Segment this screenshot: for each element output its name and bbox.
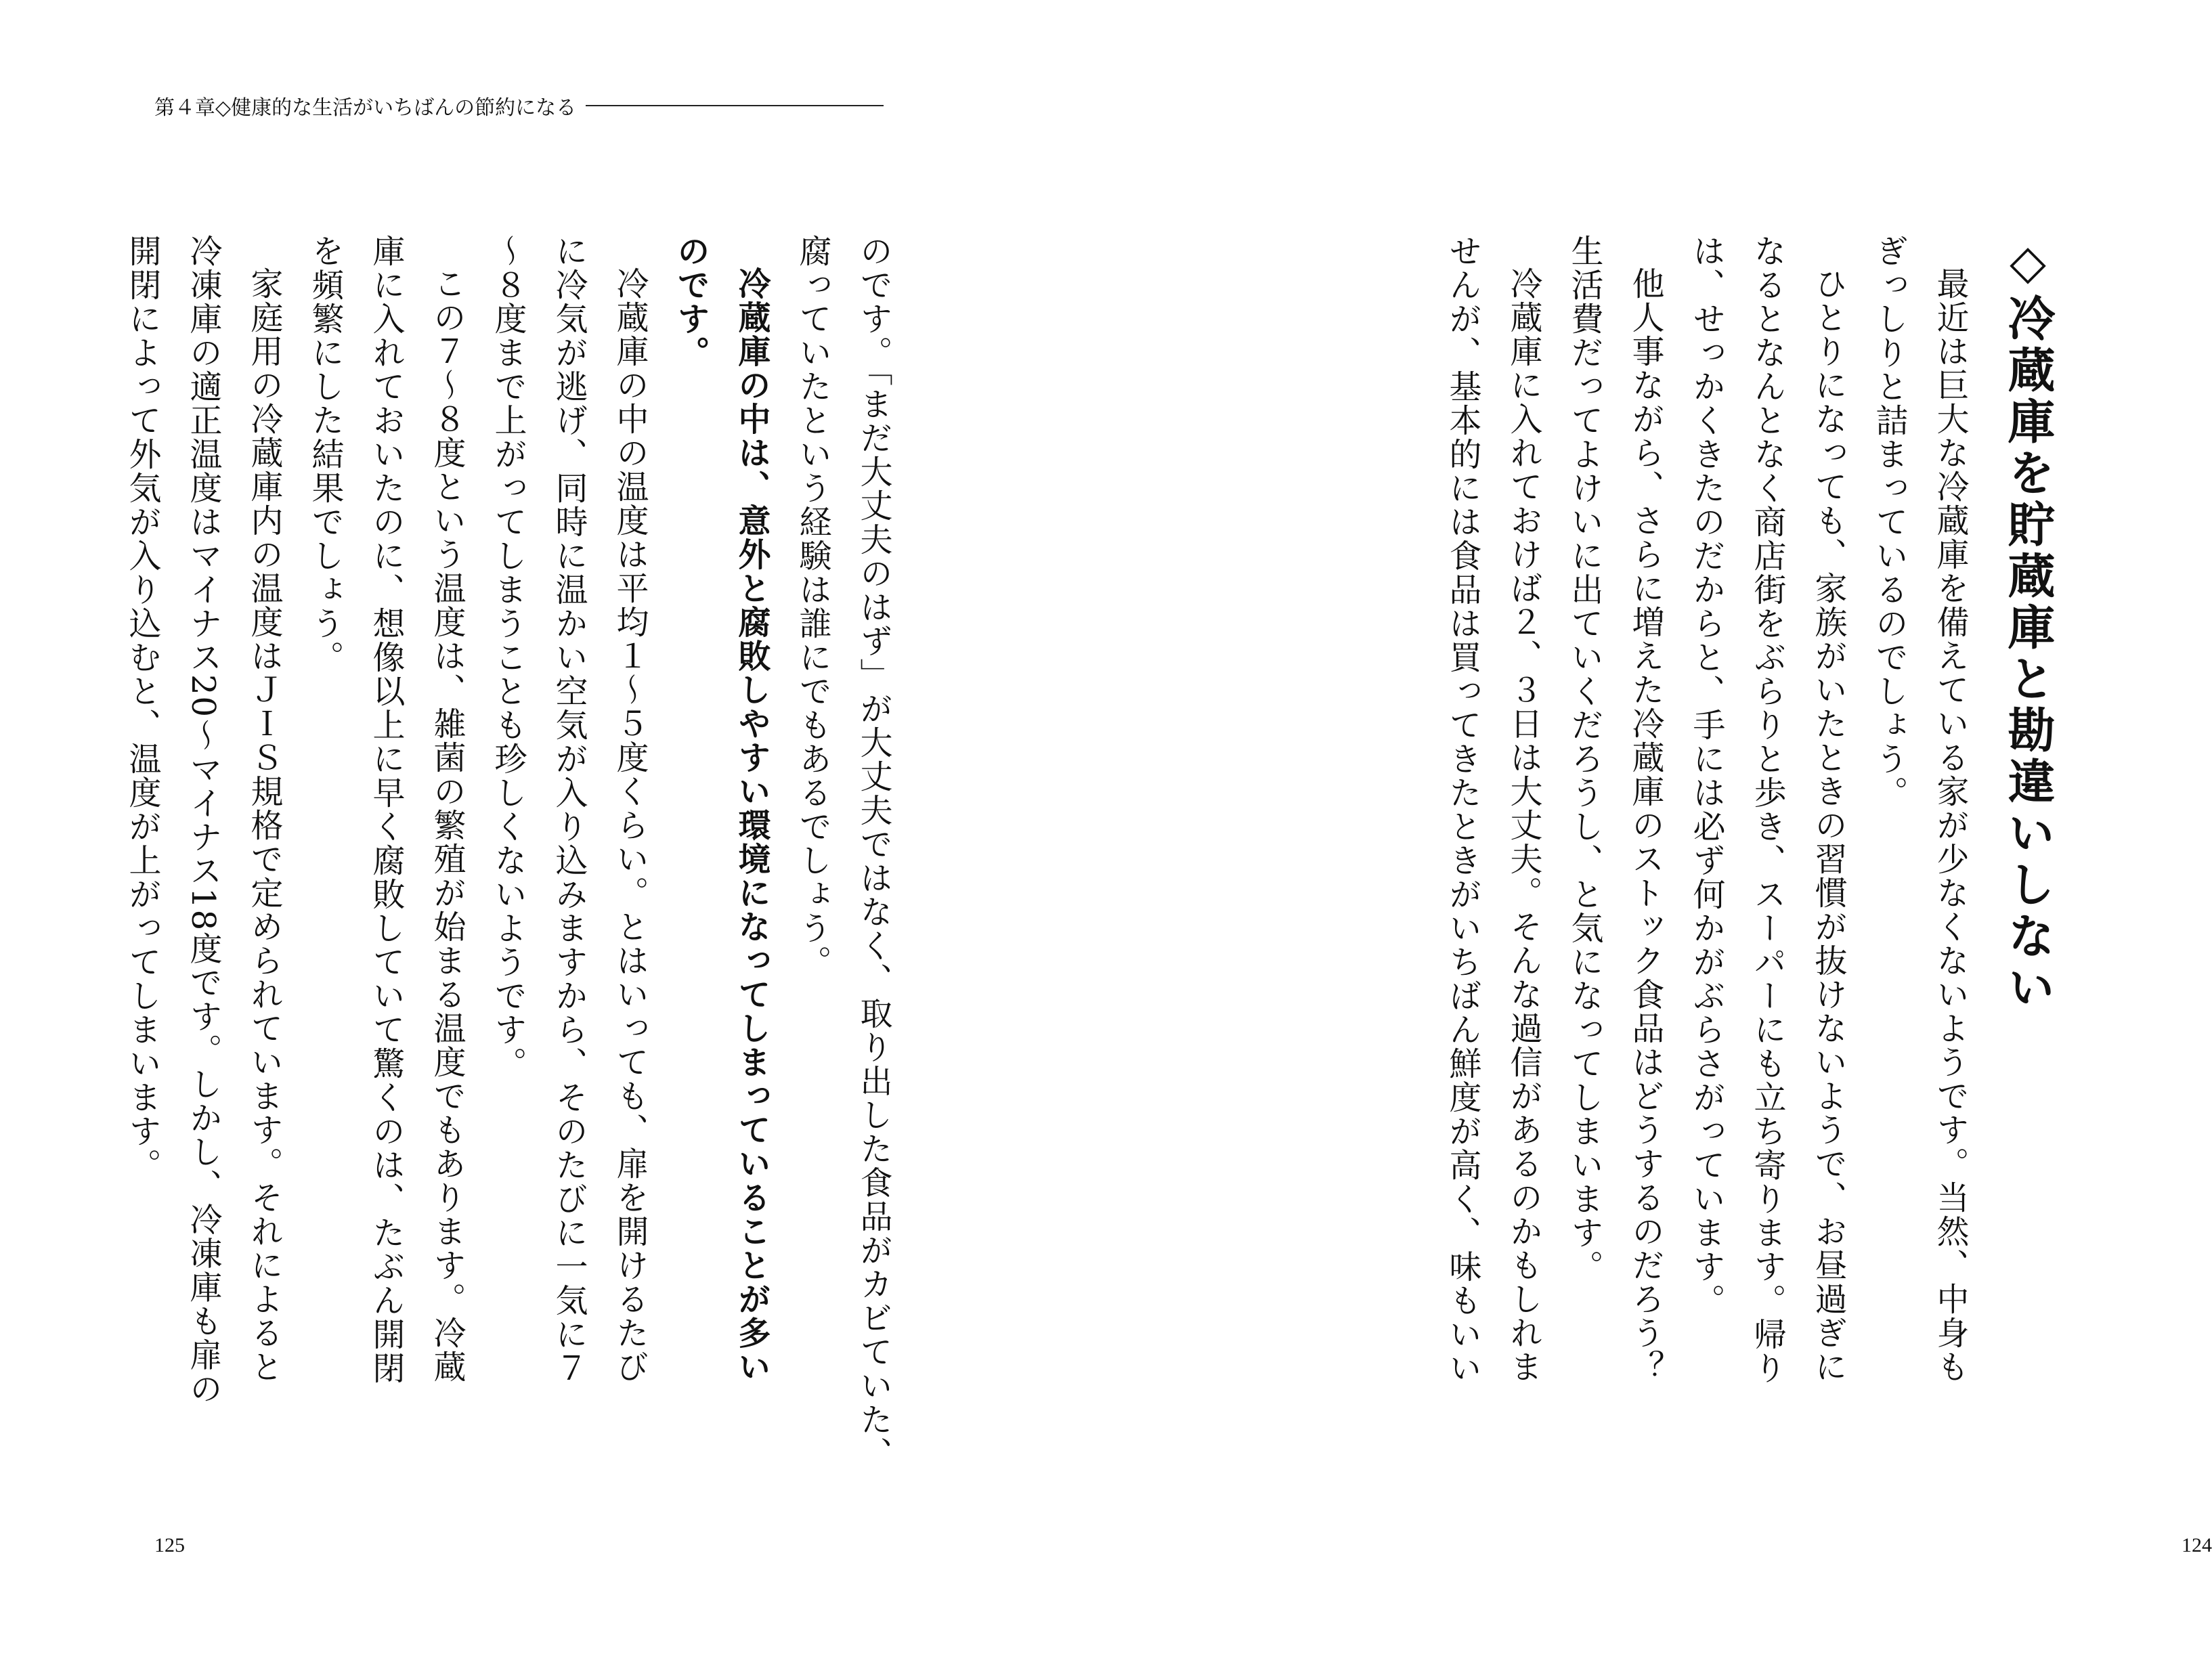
running-head-rule [586,105,884,106]
text-line: 〜８度まで上がってしまうことも珍しくないようです。 [489,234,527,1080]
page-number: 125 [154,1534,185,1556]
text-line: のです。「まだ大丈夫のはず」が大丈夫ではなく、取り出した食品がカビていた、 [854,234,892,1470]
running-head [154,91,884,121]
text-line: ひとりになっても、家族がいたときの習慣が抜けないようで、お昼過ぎに [1809,267,1847,1384]
left-page-body [112,234,904,1470]
text-line: は、せっかくきたのだからと、手には必ず何かがぶらさがっています。 [1687,234,1725,1317]
left-page [0,0,1100,1660]
emphasis-line: 冷蔵庫の中は、意外と腐敗しやすい環境になってしまっていることが多い [733,267,771,1384]
text-line: 冷蔵庫に入れておけば２、３日は大丈夫。そんな過信があるのかもしれま [1504,267,1542,1384]
text-line: 生活費だってよけいに出ていくだろうし、と気になってしまいます。 [1565,234,1603,1284]
text-line: 冷蔵庫の中の温度は平均１〜５度くらい。とはいっても、扉を開けるたび [611,267,649,1384]
section-heading: ◇冷蔵庫を貯蔵庫と勘違いしない [2000,234,2056,1014]
text-line: を頻繁にした結果でしょう。 [306,234,344,674]
text-line: 冷凍庫の適正温度はマイナス20〜マイナス18度です。しかし、冷凍庫も扉の [184,234,222,1406]
text-line: 開閉によって外気が入り込むと、温度が上がってしまいます。 [123,234,161,1182]
text-line: 家庭用の冷蔵庫内の温度はＪＩＳ規格で定められています。それによると [245,267,283,1384]
page-number: 124 [2182,1534,2212,1556]
text-line: 腐っていたという経験は誰にでもあるでしょう。 [794,234,831,979]
running-head-text: 第４章◇健康的な生活がいちばんの節約になる [154,97,577,119]
text-line: ぎっしりと詰まっているのでしょう。 [1870,234,1908,810]
text-line: せんが、基本的には食品は買ってきたときがいちばん鮮度が高く、味もいい [1444,234,1481,1385]
text-line: この７〜８度という温度は、雑菌の繁殖が始まる温度でもあります。冷蔵 [428,267,466,1384]
text-line: に冷気が逃げ、同時に温かい空気が入り込みますから、そのたびに一気に７ [550,234,588,1385]
right-page-body [1432,234,2075,1466]
text-line: 最近は巨大な冷蔵庫を備えている家が少なくないようです。当然、中身も [1931,267,1969,1384]
emphasis-line: のです。 [672,234,710,370]
text-line: 庫に入れておいたのに、想像以上に早く腐敗していて驚くのは、たぶん開閉 [367,234,405,1385]
right-page [1101,0,2212,1660]
text-line: なるとなんとなく商店街をぶらりと歩き、スーパーにも立ち寄ります。帰り [1748,234,1786,1385]
text-line: 他人事ながら、さらに増えた冷蔵庫のストック食品はどうするのだろう？ [1626,267,1664,1384]
